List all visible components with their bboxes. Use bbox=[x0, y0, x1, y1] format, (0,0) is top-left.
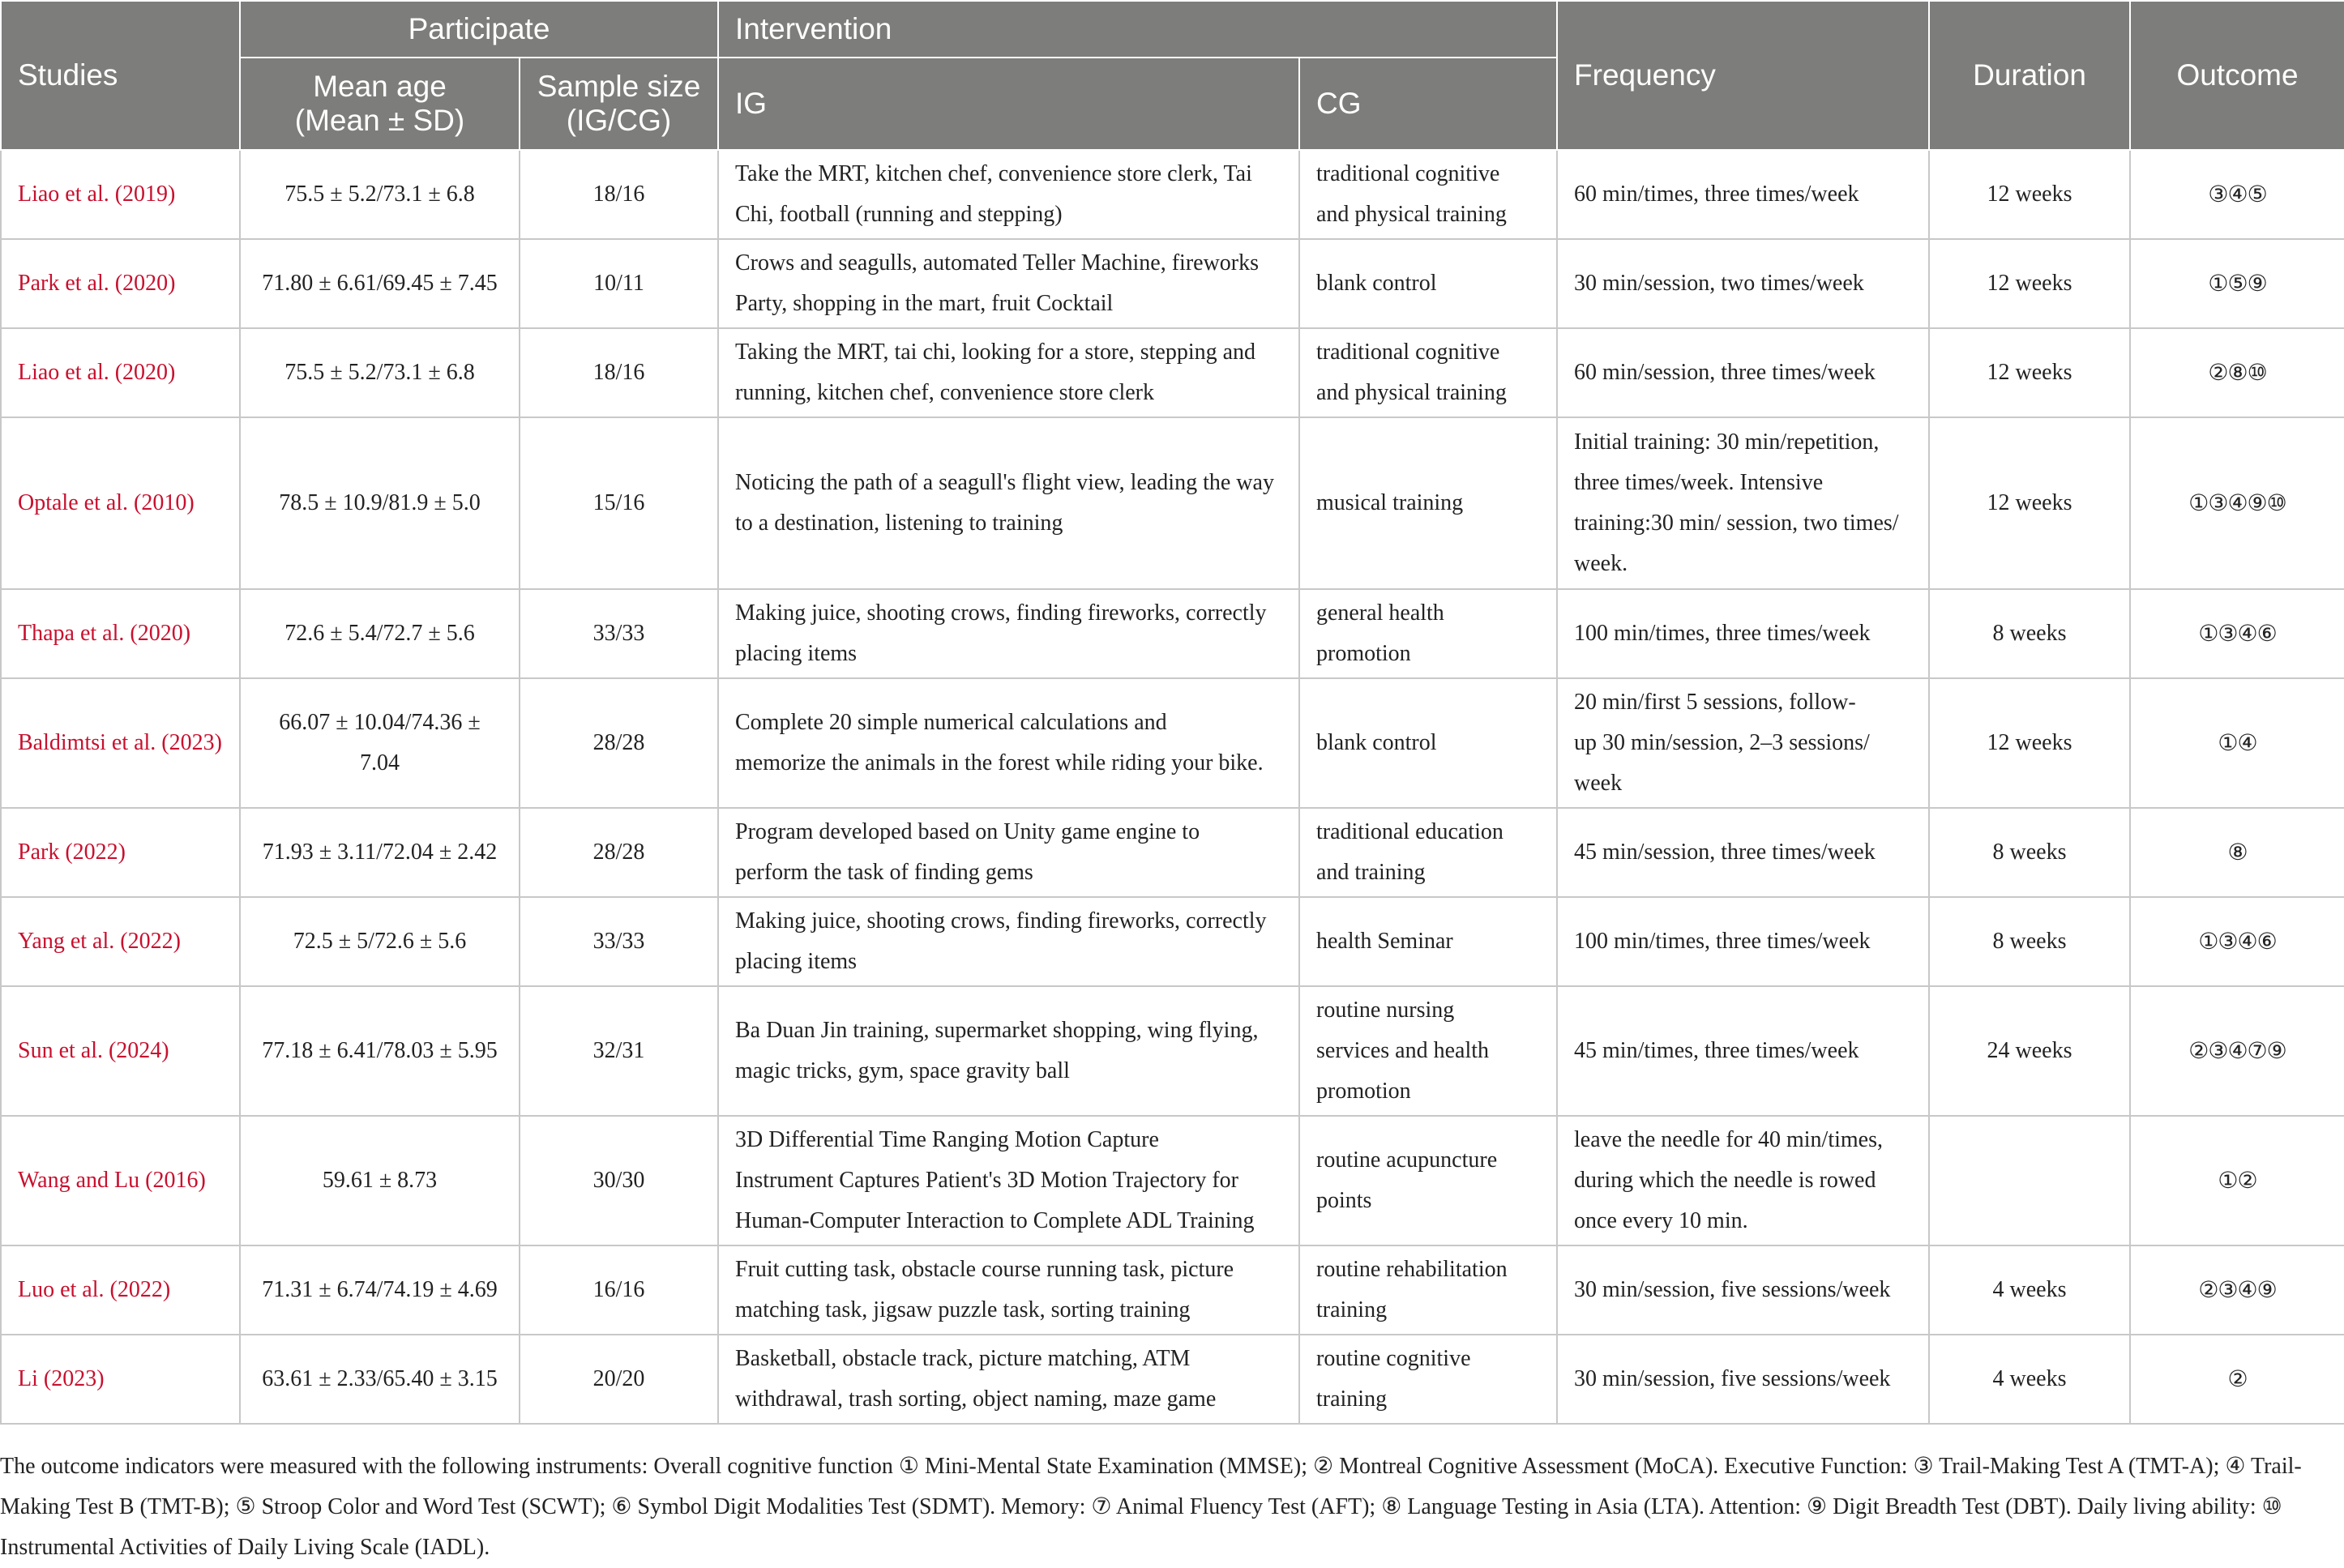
cell-study[interactable]: Sun et al. (2024) bbox=[1, 986, 240, 1116]
cell-ig bbox=[718, 150, 1299, 239]
cell-ig-line: Basketball, obstacle track, picture matching, ATM bbox=[735, 1346, 1191, 1371]
cell-ig bbox=[718, 986, 1299, 1116]
cell-frequency-line: leave the needle for 40 min/times, bbox=[1574, 1127, 1883, 1152]
cell-ig-line: Party, shopping in the mart, fruit Cocktail bbox=[735, 291, 1114, 316]
cell-ig-line: Crows and seagulls, automated Teller Machine, fireworks bbox=[735, 250, 1260, 276]
cell-outcome: ②⑧⑩ bbox=[2130, 328, 2344, 417]
cell-cg-line: promotion bbox=[1316, 1079, 1411, 1104]
cell-frequency bbox=[1557, 897, 1929, 986]
cell-frequency-line: week. bbox=[1574, 551, 1628, 576]
cell-sample-size: 20/20 bbox=[520, 1335, 718, 1424]
cell-cg bbox=[1299, 1245, 1557, 1335]
cell-frequency bbox=[1557, 1245, 1929, 1335]
header-intervention: Intervention bbox=[718, 1, 1557, 58]
cell-duration: 8 weeks bbox=[1929, 589, 2130, 678]
cell-frequency bbox=[1557, 1335, 1929, 1424]
cell-frequency-line: training:30 min/ session, two times/ bbox=[1574, 511, 1899, 536]
header-frequency: Frequency bbox=[1557, 1, 1929, 150]
header-duration: Duration bbox=[1929, 1, 2130, 150]
cell-frequency-line: 30 min/session, five sessions/week bbox=[1574, 1277, 1891, 1302]
cell-frequency-line: Initial training: 30 min/repetition, bbox=[1574, 429, 1880, 455]
cell-ig-line: Human-Computer Interaction to Complete ADL Training bbox=[735, 1208, 1255, 1233]
header-sample-line1: Sample size bbox=[537, 70, 701, 103]
cell-cg bbox=[1299, 239, 1557, 328]
cell-cg-line: traditional education bbox=[1316, 819, 1503, 844]
cell-frequency-line: during which the needle is rowed bbox=[1574, 1168, 1876, 1193]
table-row bbox=[1, 678, 2344, 808]
table-row bbox=[1, 239, 2344, 328]
cell-ig-line: magic tricks, gym, space gravity ball bbox=[735, 1058, 1070, 1083]
cell-ig bbox=[718, 328, 1299, 417]
cell-ig bbox=[718, 239, 1299, 328]
cell-frequency bbox=[1557, 808, 1929, 897]
table-row bbox=[1, 1116, 2344, 1245]
cell-cg-line: services and health bbox=[1316, 1038, 1490, 1063]
header-mean-age bbox=[240, 58, 520, 150]
cell-duration: 8 weeks bbox=[1929, 897, 2130, 986]
cell-duration bbox=[1929, 1116, 2130, 1245]
cell-outcome: ⑧ bbox=[2130, 808, 2344, 897]
cell-study[interactable]: Baldimtsi et al. (2023) bbox=[1, 678, 240, 808]
cell-ig-line: placing items bbox=[735, 949, 858, 974]
cell-frequency-line: up 30 min/session, 2–3 sessions/ bbox=[1574, 730, 1870, 755]
cell-ig-line: Ba Duan Jin training, supermarket shopping, wing flying, bbox=[735, 1018, 1259, 1043]
cell-ig-line: Taking the MRT, tai chi, looking for a store, stepping and bbox=[735, 340, 1256, 365]
cell-frequency-line: 60 min/session, three times/week bbox=[1574, 360, 1876, 385]
cell-frequency bbox=[1557, 678, 1929, 808]
cell-frequency bbox=[1557, 589, 1929, 678]
cell-frequency-line: 45 min/times, three times/week bbox=[1574, 1038, 1859, 1063]
cell-duration: 12 weeks bbox=[1929, 417, 2130, 589]
table-row bbox=[1, 897, 2344, 986]
header-mean-age-line2: (Mean ± SD) bbox=[294, 104, 465, 137]
cell-cg bbox=[1299, 986, 1557, 1116]
cell-frequency-line: 60 min/times, three times/week bbox=[1574, 182, 1859, 207]
cell-cg-line: blank control bbox=[1316, 730, 1437, 755]
cell-outcome: ①② bbox=[2130, 1116, 2344, 1245]
cell-outcome: ①③④⑨⑩ bbox=[2130, 417, 2344, 589]
cell-cg-line: blank control bbox=[1316, 271, 1437, 296]
cell-duration: 12 weeks bbox=[1929, 328, 2130, 417]
cell-duration: 12 weeks bbox=[1929, 678, 2130, 808]
cell-sample-size: 32/31 bbox=[520, 986, 718, 1116]
cell-study[interactable]: Park (2022) bbox=[1, 808, 240, 897]
cell-cg bbox=[1299, 328, 1557, 417]
cell-mean-age: 63.61 ± 2.33/65.40 ± 3.15 bbox=[240, 1335, 520, 1424]
cell-cg-line: routine rehabilitation bbox=[1316, 1257, 1508, 1282]
cell-mean-age: 75.5 ± 5.2/73.1 ± 6.8 bbox=[240, 328, 520, 417]
cell-mean-age: 66.07 ± 10.04/74.36 ± 7.04 bbox=[240, 678, 520, 808]
cell-cg-line: general health bbox=[1316, 600, 1444, 626]
cell-duration: 12 weeks bbox=[1929, 239, 2130, 328]
cell-sample-size: 10/11 bbox=[520, 239, 718, 328]
cell-ig-line: to a destination, listening to training bbox=[735, 511, 1063, 536]
cell-study[interactable]: Park et al. (2020) bbox=[1, 239, 240, 328]
cell-ig-line: Instrument Captures Patient's 3D Motion Trajectory for bbox=[735, 1168, 1238, 1193]
cell-duration: 4 weeks bbox=[1929, 1245, 2130, 1335]
cell-frequency-line: 30 min/session, two times/week bbox=[1574, 271, 1864, 296]
cell-ig-line: Complete 20 simple numerical calculations and bbox=[735, 710, 1167, 735]
cell-ig bbox=[718, 417, 1299, 589]
cell-ig-line: running, kitchen chef, convenience store clerk bbox=[735, 380, 1155, 405]
cell-ig bbox=[718, 589, 1299, 678]
table-body bbox=[1, 150, 2344, 1424]
cell-ig-line: 3D Differential Time Ranging Motion Capture bbox=[735, 1127, 1159, 1152]
cell-ig bbox=[718, 808, 1299, 897]
cell-ig-line: Take the MRT, kitchen chef, convenience store clerk, Tai bbox=[735, 161, 1252, 186]
cell-mean-age: 71.31 ± 6.74/74.19 ± 4.69 bbox=[240, 1245, 520, 1335]
cell-study[interactable]: Thapa et al. (2020) bbox=[1, 589, 240, 678]
header-sample-size bbox=[520, 58, 718, 150]
cell-frequency-line: week bbox=[1574, 771, 1623, 796]
cell-outcome: ①③④⑥ bbox=[2130, 589, 2344, 678]
cell-ig bbox=[718, 678, 1299, 808]
cell-cg-line: and physical training bbox=[1316, 202, 1507, 227]
cell-outcome: ①④ bbox=[2130, 678, 2344, 808]
cell-duration: 12 weeks bbox=[1929, 150, 2130, 239]
cell-cg-line: health Seminar bbox=[1316, 929, 1453, 954]
cell-frequency-line: 45 min/session, three times/week bbox=[1574, 840, 1876, 865]
cell-frequency bbox=[1557, 986, 1929, 1116]
table-row bbox=[1, 417, 2344, 589]
cell-sample-size: 18/16 bbox=[520, 328, 718, 417]
cell-cg bbox=[1299, 589, 1557, 678]
cell-duration: 4 weeks bbox=[1929, 1335, 2130, 1424]
cell-cg bbox=[1299, 678, 1557, 808]
cell-outcome: ①③④⑥ bbox=[2130, 897, 2344, 986]
cell-cg-line: and physical training bbox=[1316, 380, 1507, 405]
cell-mean-age: 78.5 ± 10.9/81.9 ± 5.0 bbox=[240, 417, 520, 589]
cell-study[interactable]: Yang et al. (2022) bbox=[1, 897, 240, 986]
cell-ig-line: Noticing the path of a seagull's flight view, leading the way bbox=[735, 470, 1274, 495]
cell-sample-size: 30/30 bbox=[520, 1116, 718, 1245]
cell-ig bbox=[718, 897, 1299, 986]
cell-cg bbox=[1299, 417, 1557, 589]
cell-frequency bbox=[1557, 328, 1929, 417]
cell-frequency-line: 100 min/times, three times/week bbox=[1574, 929, 1871, 954]
table-row bbox=[1, 808, 2344, 897]
table-row bbox=[1, 1245, 2344, 1335]
cell-frequency bbox=[1557, 417, 1929, 589]
cell-mean-age: 75.5 ± 5.2/73.1 ± 6.8 bbox=[240, 150, 520, 239]
cell-cg bbox=[1299, 150, 1557, 239]
cell-mean-age: 72.5 ± 5/72.6 ± 5.6 bbox=[240, 897, 520, 986]
cell-cg-line: traditional cognitive bbox=[1316, 161, 1500, 186]
cell-study[interactable]: Optale et al. (2010) bbox=[1, 417, 240, 589]
cell-frequency bbox=[1557, 239, 1929, 328]
cell-frequency bbox=[1557, 1116, 1929, 1245]
header-studies: Studies bbox=[1, 1, 240, 150]
cell-duration: 8 weeks bbox=[1929, 808, 2130, 897]
cell-mean-age: 72.6 ± 5.4/72.7 ± 5.6 bbox=[240, 589, 520, 678]
cell-sample-size: 33/33 bbox=[520, 589, 718, 678]
cell-sample-size: 15/16 bbox=[520, 417, 718, 589]
header-ig: IG bbox=[718, 58, 1299, 150]
cell-frequency-line: 30 min/session, five sessions/week bbox=[1574, 1366, 1891, 1391]
cell-study[interactable]: Li (2023) bbox=[1, 1335, 240, 1424]
cell-cg-line: points bbox=[1316, 1188, 1372, 1213]
header-mean-age-line1: Mean age bbox=[313, 70, 447, 103]
cell-study[interactable]: Wang and Lu (2016) bbox=[1, 1116, 240, 1245]
cell-mean-age: 71.93 ± 3.11/72.04 ± 2.42 bbox=[240, 808, 520, 897]
cell-outcome: ①⑤⑨ bbox=[2130, 239, 2344, 328]
cell-ig-line: Fruit cutting task, obstacle course running task, picture bbox=[735, 1257, 1234, 1282]
cell-cg-line: routine cognitive bbox=[1316, 1346, 1471, 1371]
cell-ig-line: memorize the animals in the forest while riding your bike. bbox=[735, 750, 1264, 775]
cell-mean-age: 77.18 ± 6.41/78.03 ± 5.95 bbox=[240, 986, 520, 1116]
cell-cg-line: routine acupuncture bbox=[1316, 1147, 1498, 1173]
cell-ig-line: perform the task of finding gems bbox=[735, 860, 1033, 885]
cell-frequency-line: 100 min/times, three times/week bbox=[1574, 621, 1871, 646]
table-row bbox=[1, 1335, 2344, 1424]
cell-sample-size: 28/28 bbox=[520, 678, 718, 808]
cell-sample-size: 28/28 bbox=[520, 808, 718, 897]
cell-cg bbox=[1299, 897, 1557, 986]
cell-ig bbox=[718, 1335, 1299, 1424]
cell-frequency-line: once every 10 min. bbox=[1574, 1208, 1748, 1233]
cell-ig bbox=[718, 1116, 1299, 1245]
cell-ig-line: matching task, jigsaw puzzle task, sorting training bbox=[735, 1297, 1191, 1322]
cell-study[interactable]: Liao et al. (2019) bbox=[1, 150, 240, 239]
cell-outcome: ② bbox=[2130, 1335, 2344, 1424]
cell-sample-size: 16/16 bbox=[520, 1245, 718, 1335]
cell-cg-line: training bbox=[1316, 1386, 1388, 1412]
header-cg: CG bbox=[1299, 58, 1557, 150]
cell-frequency-line: three times/week. Intensive bbox=[1574, 470, 1824, 495]
cell-frequency-line: 20 min/first 5 sessions, follow- bbox=[1574, 690, 1856, 715]
table-row bbox=[1, 150, 2344, 239]
header-outcome: Outcome bbox=[2130, 1, 2344, 150]
cell-cg-line: traditional cognitive bbox=[1316, 340, 1500, 365]
cell-ig-line: Program developed based on Unity game engine to bbox=[735, 819, 1200, 844]
cell-ig-line: Making juice, shooting crows, finding fireworks, correctly bbox=[735, 600, 1267, 626]
cell-sample-size: 18/16 bbox=[520, 150, 718, 239]
cell-cg bbox=[1299, 1116, 1557, 1245]
cell-study[interactable]: Luo et al. (2022) bbox=[1, 1245, 240, 1335]
table-row bbox=[1, 328, 2344, 417]
cell-study[interactable]: Liao et al. (2020) bbox=[1, 328, 240, 417]
cell-mean-age: 71.80 ± 6.61/69.45 ± 7.45 bbox=[240, 239, 520, 328]
cell-cg-line: and training bbox=[1316, 860, 1426, 885]
cell-cg bbox=[1299, 808, 1557, 897]
header-sample-line2: (IG/CG) bbox=[566, 104, 672, 137]
cell-frequency bbox=[1557, 150, 1929, 239]
cell-outcome: ②③④⑨ bbox=[2130, 1245, 2344, 1335]
cell-ig-line: Making juice, shooting crows, finding fireworks, correctly bbox=[735, 908, 1267, 934]
cell-ig-line: withdrawal, trash sorting, object naming, maze game bbox=[735, 1386, 1217, 1412]
cell-cg-line: training bbox=[1316, 1297, 1388, 1322]
cell-outcome: ②③④⑦⑨ bbox=[2130, 986, 2344, 1116]
cell-outcome: ③④⑤ bbox=[2130, 150, 2344, 239]
cell-ig-line: placing items bbox=[735, 641, 858, 666]
cell-mean-age: 59.61 ± 8.73 bbox=[240, 1116, 520, 1245]
cell-cg-line: promotion bbox=[1316, 641, 1411, 666]
cell-cg-line: routine nursing bbox=[1316, 998, 1455, 1023]
cell-ig bbox=[718, 1245, 1299, 1335]
header-participate: Participate bbox=[240, 1, 718, 58]
cell-duration: 24 weeks bbox=[1929, 986, 2130, 1116]
cell-cg bbox=[1299, 1335, 1557, 1424]
table-row bbox=[1, 986, 2344, 1116]
table-footnote: The outcome indicators were measured with the following instruments: Overall cognitive function ① Mini-Mental State Examination (MMSE); ② Montreal Cognitive Assessment (MoCA). Executive Function: ③ Trail-Making Test A (TMT-A); ④ Trail-Making Test B (TMT-B); ⑤ Stroop Color and Word Test (SCWT); ⑥ Symbol Digit Modalities Test (SDMT). Memory: ⑦ Animal Fluency Test (AFT); ⑧ Language Testing in Asia (LTA). Attention: ⑨ Digit Breadth Test (DBT). Daily living ability: ⑩ Instrumental Activities of Daily Living Scale (IADL). bbox=[0, 1454, 2302, 1560]
cell-ig-line: Chi, football (running and stepping) bbox=[735, 202, 1063, 227]
table-row bbox=[1, 589, 2344, 678]
cell-sample-size: 33/33 bbox=[520, 897, 718, 986]
cell-cg-line: musical training bbox=[1316, 490, 1464, 515]
